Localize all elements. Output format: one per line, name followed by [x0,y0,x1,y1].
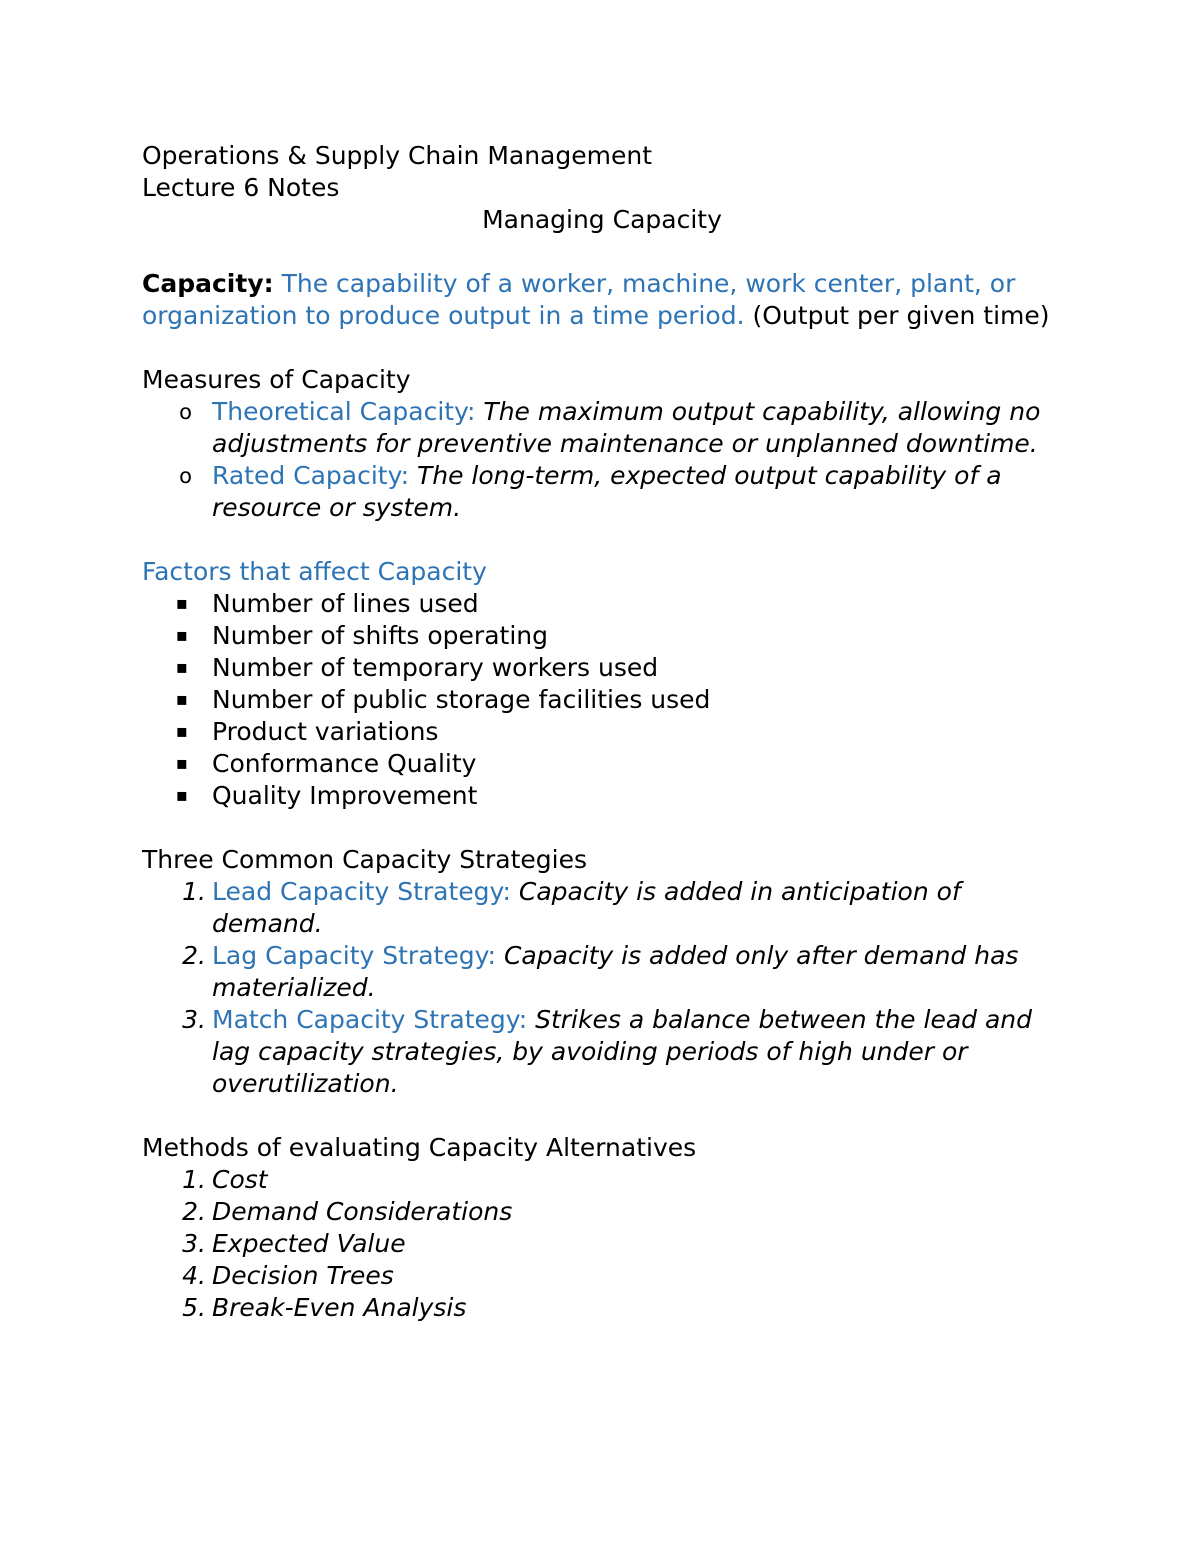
capacity-definition-text: The capability of a worker, machine, work center, plant, or organization to produce output in a time period. [142,269,1016,330]
list-item [142,876,1062,940]
square-bullet-icon: ▪ [175,625,188,646]
measure-text: The maximum output capability, allowing no adjustments for preventive maintenance or unplanned downtime. [212,397,1041,458]
measure-term: Rated Capacity: [212,461,409,490]
capacity-term: Capacity: [142,269,274,298]
document-page [142,140,1062,1324]
measures-heading: Measures of Capacity [142,365,411,394]
list-item [142,1292,1062,1324]
list-number: 1. [182,877,206,906]
factor-text: Number of public storage facilities used [212,685,711,714]
list-item [142,684,1062,716]
measure-term: Theoretical Capacity: [212,397,476,426]
list-item [142,1004,1062,1100]
list-number: 4. [182,1261,206,1290]
strategy-term: Match Capacity Strategy: [212,1005,528,1034]
methods-heading: Methods of evaluating Capacity Alternatives [142,1133,697,1162]
factors-heading: Factors that affect Capacity [142,557,487,586]
capacity-note: (Output per given time) [752,301,1050,330]
course-title: Operations & Supply Chain Management [142,141,653,170]
method-text: Decision Trees [212,1261,394,1290]
circle-bullet-icon: o [179,400,192,424]
method-text: Cost [212,1165,268,1194]
list-item [142,1164,1062,1196]
list-number: 3. [182,1005,206,1034]
page-title: Managing Capacity [482,205,722,234]
list-item [142,652,1062,684]
factor-text: Conformance Quality [212,749,477,778]
list-item [142,588,1062,620]
strategy-text: Capacity is added in anticipation of demand. [212,877,961,938]
list-item [142,396,1062,460]
list-item [142,716,1062,748]
factor-text: Number of temporary workers used [212,653,659,682]
list-item [142,460,1062,524]
list-item [142,1260,1062,1292]
method-text: Demand Considerations [212,1197,513,1226]
factor-text: Number of lines used [212,589,479,618]
list-number: 2. [182,1197,206,1226]
strategies-heading: Three Common Capacity Strategies [142,845,587,874]
list-item [142,1196,1062,1228]
list-number: 1. [182,1165,206,1194]
factor-text: Quality Improvement [212,781,478,810]
capacity-definition [142,268,1062,332]
measure-text: The long-term, expected output capability of a resource or system. [212,461,1002,522]
factor-text: Number of shifts operating [212,621,548,650]
list-number: 3. [182,1229,206,1258]
square-bullet-icon: ▪ [175,753,188,774]
list-number: 2. [182,941,206,970]
square-bullet-icon: ▪ [175,721,188,742]
method-text: Expected Value [212,1229,406,1258]
method-text: Break-Even Analysis [212,1293,467,1322]
circle-bullet-icon: o [179,464,192,488]
strategy-text: Strikes a balance between the lead and lag capacity strategies, by avoiding periods of high under or overutilization. [212,1005,1032,1098]
list-item [142,748,1062,780]
square-bullet-icon: ▪ [175,593,188,614]
strategy-term: Lead Capacity Strategy: [212,877,511,906]
list-item [142,780,1062,812]
list-item [142,620,1062,652]
square-bullet-icon: ▪ [175,689,188,710]
factor-text: Product variations [212,717,439,746]
strategy-term: Lag Capacity Strategy: [212,941,496,970]
square-bullet-icon: ▪ [175,785,188,806]
lecture-label: Lecture 6 Notes [142,173,340,202]
strategy-text: Capacity is added only after demand has materialized. [212,941,1019,1002]
list-item [142,940,1062,1004]
square-bullet-icon: ▪ [175,657,188,678]
list-item [142,1228,1062,1260]
list-number: 5. [182,1293,206,1322]
